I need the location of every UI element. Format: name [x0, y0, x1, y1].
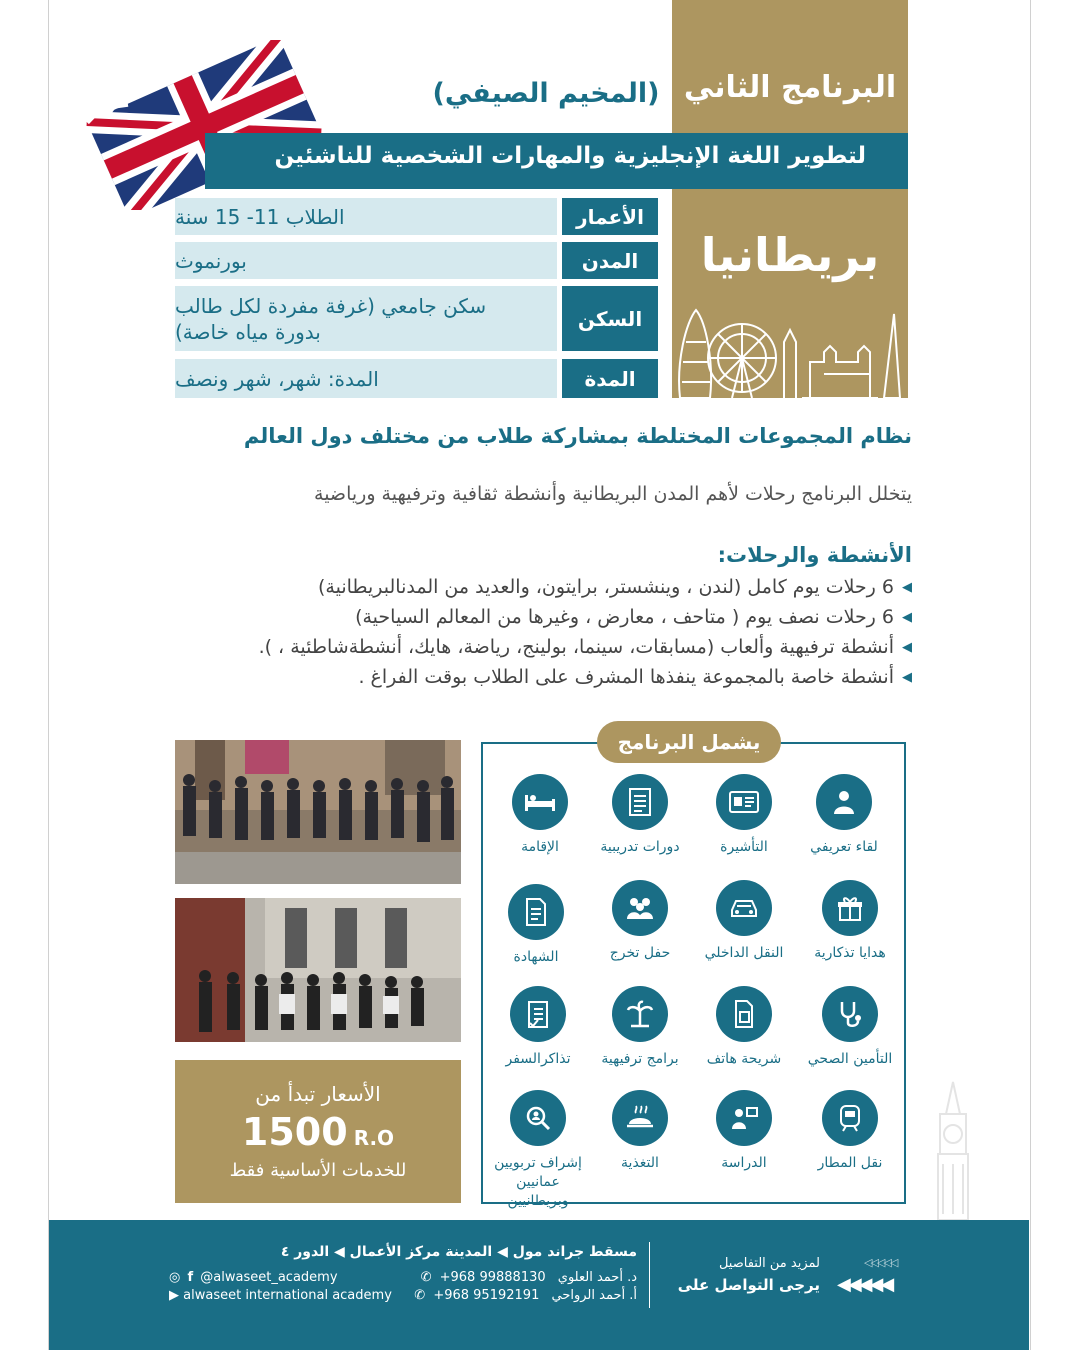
- feature-supervision-line1: إشراف تربويين: [494, 1155, 582, 1171]
- housing-value-line1: سكن جامعي (غرفة مفردة لكل طالب: [175, 293, 487, 318]
- housing-label: السكن: [562, 286, 658, 351]
- feature-local-transport: النقل الداخلي: [692, 880, 796, 963]
- country-name: بريطانيا: [700, 228, 880, 282]
- program-subtitle: (المخيم الصيفي): [432, 78, 660, 109]
- list-item: ◀ أنشطة خاصة بالمجموعة ينفذها المشرف على الطلاب بوقت الفراغ .: [358, 666, 912, 688]
- contact-phone[interactable]: +968 99888130: [439, 1270, 546, 1285]
- document-icon: [612, 774, 668, 830]
- palm-tree-icon: [612, 986, 668, 1042]
- cities-label: المدن: [562, 242, 658, 279]
- group-icon: [612, 880, 668, 936]
- price-amount: 1500: [241, 1110, 348, 1154]
- footer-more-details: لمزيد من التفاصيل: [718, 1256, 820, 1271]
- price-amount-row: [175, 1110, 461, 1154]
- person-icon: [816, 774, 872, 830]
- program-title: البرنامج الثاني: [683, 70, 897, 105]
- header-gold-block: [672, 0, 908, 133]
- housing-value: [175, 286, 557, 351]
- program-paragraph: يتخلل البرنامج رحلات لأهم المدن البريطانية وأنشطة ثقافية وترفيهية ورياضية: [314, 483, 912, 505]
- activities-list: [259, 572, 912, 692]
- ages-value: الطلاب 11- 15 سنة: [175, 198, 557, 235]
- feature-accommodation: الإقامة: [488, 774, 592, 857]
- feature-courses: دورات تدريبية: [588, 774, 692, 857]
- feature-supervision: [486, 1090, 590, 1211]
- stethoscope-icon: [822, 986, 878, 1042]
- feature-supervision-line2: عمانيين وبريطانيين: [507, 1173, 569, 1209]
- feature-travel-tickets: تذاكرالسفر: [486, 986, 590, 1069]
- list-item: ◀ 6 رحلات يوم كامل (لندن ، وينشستر، برايتون، والعديد من المدنالبريطانية): [318, 576, 912, 598]
- housing-value-line2: بدورة مياه خاصة): [175, 319, 321, 344]
- bullet-icon: ◀: [902, 579, 912, 595]
- instagram-icon: ◎: [169, 1270, 181, 1285]
- teacher-icon: [716, 1090, 772, 1146]
- footer: [49, 1220, 1029, 1350]
- feature-graduation: حفل تخرج: [588, 880, 692, 963]
- contact-name: أ. أحمد الرواحي: [551, 1288, 637, 1303]
- band-text: لتطوير اللغة الإنجليزية والمهارات الشخصية للناشئين: [274, 143, 866, 169]
- sim-card-icon: [716, 986, 772, 1042]
- right-border: [1030, 0, 1031, 1350]
- contact-phone[interactable]: +968 95192191: [433, 1288, 540, 1303]
- social-instagram-facebook[interactable]: ◎ f @alwaseet_academy: [169, 1270, 338, 1285]
- gift-icon: [822, 880, 878, 936]
- bed-icon: [512, 774, 568, 830]
- contact-name: د. أحمد العلوي: [557, 1270, 637, 1285]
- arrows-outline-icon: ◁◁◁◁◁: [864, 1256, 897, 1269]
- feature-visa: التأشيرة: [692, 774, 796, 857]
- price-box: [175, 1060, 461, 1203]
- footer-divider: [649, 1242, 650, 1308]
- car-icon: [716, 880, 772, 936]
- bullet-icon: ◀: [902, 669, 912, 685]
- arrows-icon: ◀◀◀◀◀: [837, 1274, 892, 1295]
- left-border: [48, 0, 49, 1350]
- activities-title: الأنشطة والرحلات:: [717, 543, 912, 567]
- feature-gifts: هدايا تذكارية: [798, 880, 902, 963]
- footer-address: مسقط جراند مول ◀ المدينة مركز الأعمال ◀ الدور ٤: [280, 1244, 637, 1260]
- title-band: [205, 133, 908, 189]
- feature-airport-transfer: نقل المطار: [798, 1090, 902, 1173]
- list-item: ◀ 6 رحلات نصف يوم ( متاحف ، معارض ، وغيرها من المعالم السياحية): [355, 606, 912, 628]
- london-skyline-icon: [672, 302, 908, 398]
- feature-orientation: لقاء تعريفي: [792, 774, 896, 857]
- feature-certificate: الشهادة: [484, 884, 588, 967]
- feature-study: الدراسة: [692, 1090, 796, 1173]
- duration-value: المدة: شهر، شهر ونصف: [175, 359, 557, 398]
- magnifier-icon: [510, 1090, 566, 1146]
- feature-sim-card: شريحة هاتف: [692, 986, 796, 1069]
- big-ben-watermark-icon: [928, 1080, 978, 1220]
- feature-meals: التغذية: [588, 1090, 692, 1173]
- meal-icon: [612, 1090, 668, 1146]
- price-intro: الأسعار تبدأ من: [255, 1082, 381, 1106]
- footer-contact-2: [414, 1288, 637, 1303]
- bullet-icon: ◀: [902, 609, 912, 625]
- youtube-icon: ▶: [169, 1288, 179, 1303]
- includes-title: يشمل البرنامج: [597, 721, 781, 763]
- bullet-icon: ◀: [902, 639, 912, 655]
- cities-value: بورنموث: [175, 242, 557, 279]
- price-note: للخدمات الأساسية فقط: [229, 1160, 407, 1181]
- list-item: ◀ أنشطة ترفيهية وألعاب (مسابقات، سينما، بولينج، رياضة، هايك، أنشطةشاطئية ، ).: [258, 636, 912, 658]
- groups-headline: نظام المجموعات المختلطة بمشاركة طلاب من مختلف دول العالم: [243, 424, 912, 448]
- ages-label: الأعمار: [562, 198, 658, 235]
- footer-contact-1: [421, 1270, 637, 1285]
- feature-health-insurance: التأمين الصحي: [798, 986, 902, 1069]
- social-youtube[interactable]: ▶ alwaseet international academy: [169, 1288, 392, 1303]
- train-icon: [822, 1090, 878, 1146]
- whatsapp-icon: ✆: [420, 1270, 432, 1285]
- group-photo-1: [175, 740, 461, 884]
- facebook-icon: f: [187, 1270, 194, 1285]
- whatsapp-icon: ✆: [414, 1288, 426, 1303]
- feature-entertainment: برامج ترفيهية: [588, 986, 692, 1069]
- group-photo-2: [175, 898, 461, 1042]
- footer-contact-prompt: يرجى التواصل على: [677, 1276, 820, 1294]
- duration-label: المدة: [562, 359, 658, 398]
- price-currency: R.O: [353, 1126, 395, 1150]
- visa-icon: [716, 774, 772, 830]
- certificate-icon: [508, 884, 564, 940]
- checklist-icon: [510, 986, 566, 1042]
